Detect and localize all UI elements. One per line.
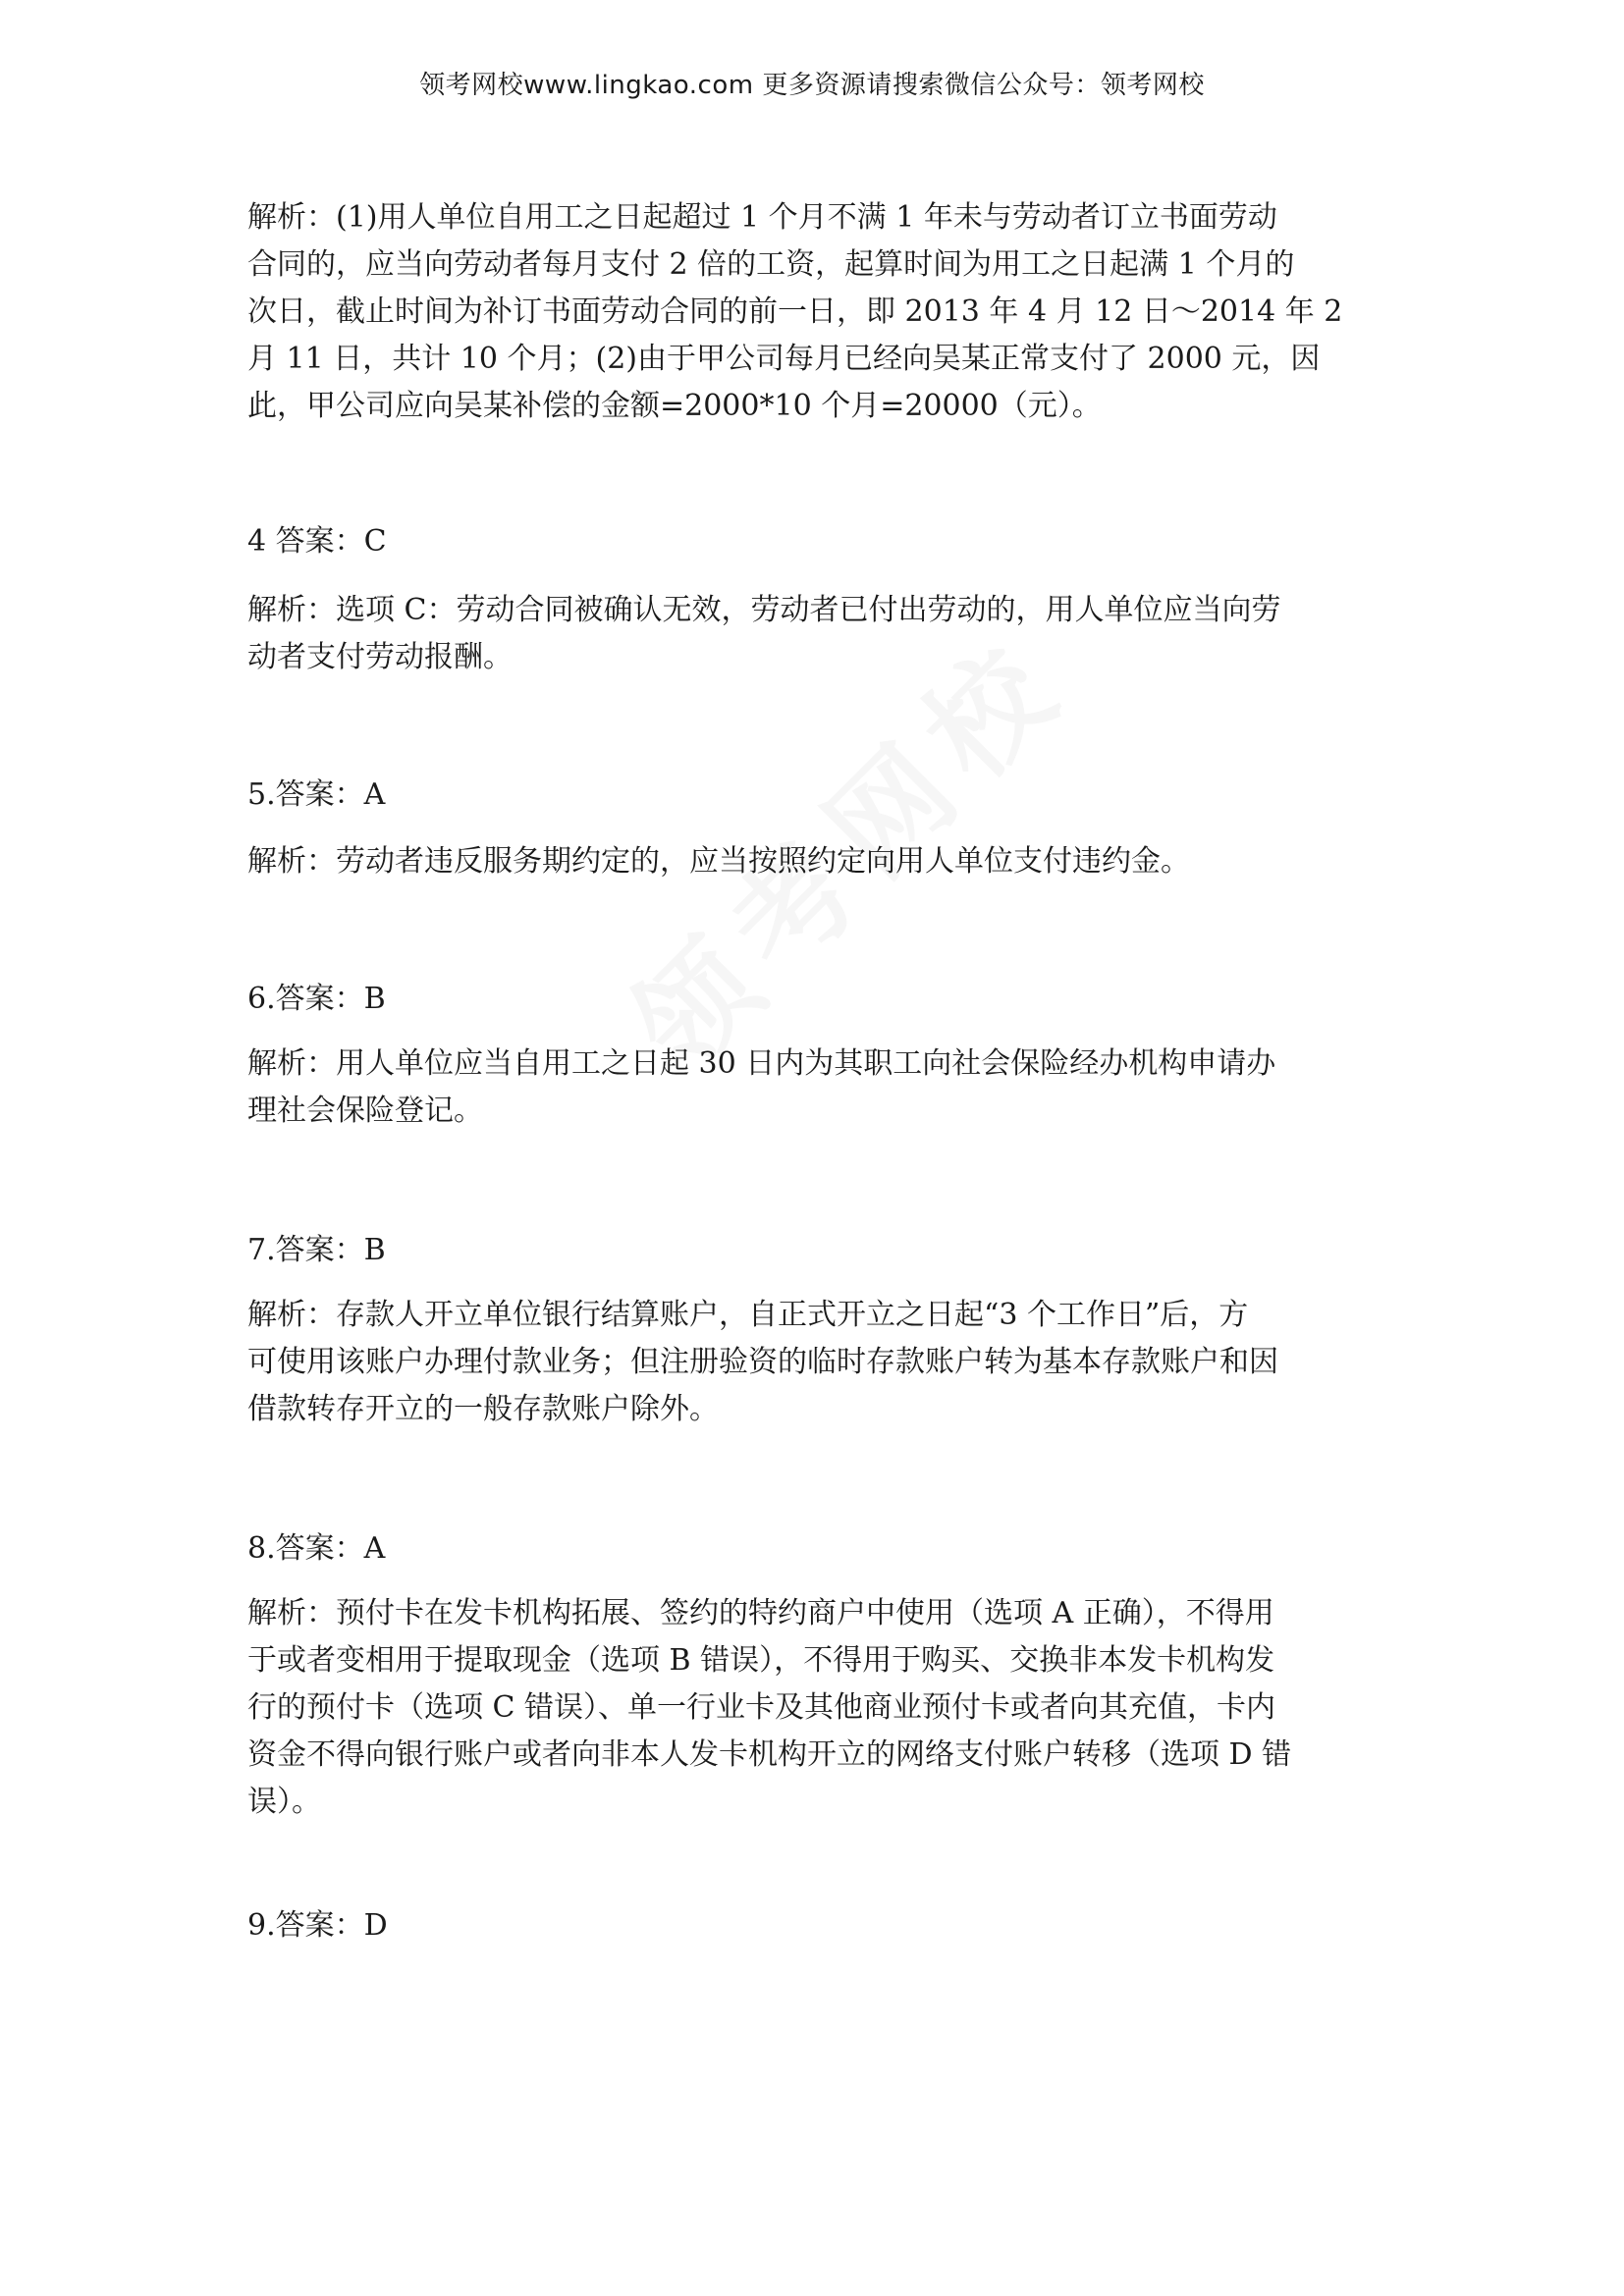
analysis-line: 动者支付劳动报酬。 xyxy=(247,640,513,674)
analysis-line: 次日，截止时间为补订书面劳动合同的前一日，即 2013 年 4 月 12 日～2014 年 2 xyxy=(247,294,1343,329)
analysis-block xyxy=(247,1292,1278,1433)
analysis-line: 解析：用人单位应当自用工之日起 30 日内为其职工向社会保险经办机构申请办 xyxy=(247,1046,1276,1081)
analysis-line: 资金不得向银行账户或者向非本人发卡机构开立的网络支付账户转移（选项 D 错 xyxy=(247,1737,1292,1772)
answer-line: 9.答案：D xyxy=(247,1908,388,1943)
answer-line: 7.答案：B xyxy=(247,1233,386,1267)
analysis-line: 合同的，应当向劳动者每月支付 2 倍的工资，起算时间为用工之日起满 1 个月的 xyxy=(247,247,1295,282)
analysis-line: 理社会保险登记。 xyxy=(247,1094,483,1128)
page-header: 领考网校www.lingkao.com 更多资源请搜索微信公众号：领考网校 xyxy=(419,71,1205,100)
analysis-block xyxy=(247,194,1342,430)
analysis-block xyxy=(247,587,1281,681)
analysis-line: 于或者变相用于提取现金（选项 B 错误），不得用于购买、交换非本发卡机构发 xyxy=(247,1643,1275,1678)
analysis-line: 误）。 xyxy=(247,1785,321,1819)
analysis-line: 解析：预付卡在发卡机构拓展、签约的特约商户中使用（选项 A 正确），不得用 xyxy=(247,1596,1274,1630)
analysis-line: 解析：劳动者违反服务期约定的，应当按照约定向用人单位支付违约金。 xyxy=(247,844,1190,879)
analysis-line: 解析：选项 C：劳动合同被确认无效，劳动者已付出劳动的，用人单位应当向劳 xyxy=(247,593,1281,627)
analysis-line: 解析：存款人开立单位银行结算账户，自正式开立之日起“3 个工作日”后，方 xyxy=(247,1298,1249,1332)
analysis-line: 解析：(1)用人单位自用工之日起超过 1 个月不满 1 年未与劳动者订立书面劳动 xyxy=(247,200,1277,235)
analysis-block xyxy=(247,1590,1291,1826)
analysis-block xyxy=(247,838,1190,885)
answer-line: 4 答案：C xyxy=(247,524,387,559)
analysis-line: 月 11 日，共计 10 个月；(2)由于甲公司每月已经向吴某正常支付了 2000 元，因 xyxy=(247,342,1321,376)
analysis-line: 此，甲公司应向吴某补偿的金额=2000*10 个月=20000（元）。 xyxy=(247,389,1102,423)
analysis-line: 可使用该账户办理付款业务；但注册验资的临时存款账户转为基本存款账户和因 xyxy=(247,1345,1278,1379)
analysis-line: 借款转存开立的一般存款账户除外。 xyxy=(247,1392,719,1426)
answer-line: 6.答案：B xyxy=(247,982,386,1016)
answer-line: 5.答案：A xyxy=(247,777,386,812)
analysis-block xyxy=(247,1041,1275,1135)
answer-line: 8.答案：A xyxy=(247,1531,386,1566)
analysis-line: 行的预付卡（选项 C 错误）、单一行业卡及其他商业预付卡或者向其充值，卡内 xyxy=(247,1690,1276,1725)
